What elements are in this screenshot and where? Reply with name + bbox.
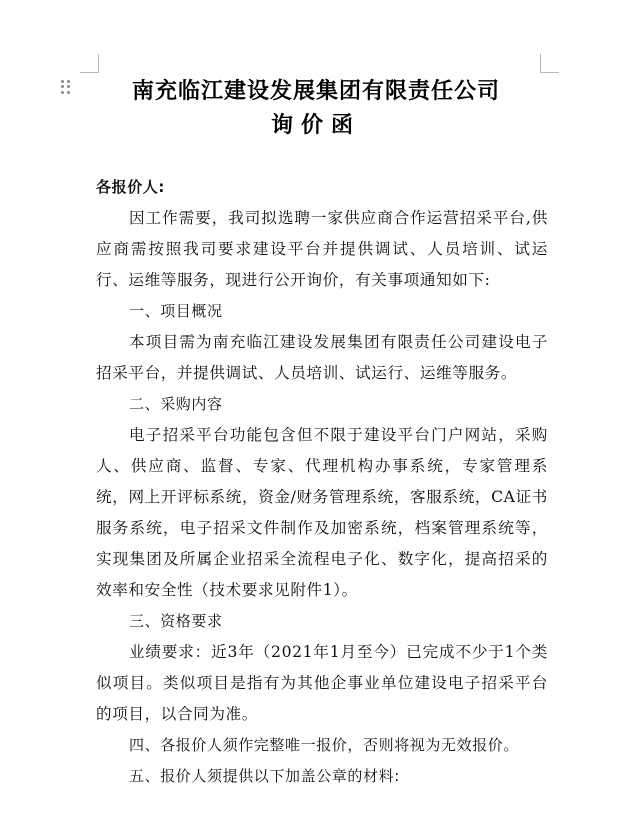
salutation: 各报价人: [96, 178, 165, 196]
section-heading-procurement: 二、采购内容 [129, 395, 223, 413]
document-body [96, 172, 548, 792]
overview-paragraph: 本项目需为南充临江建设发展集团有限责任公司建设电子招采平台，并提供调试、人员培训、试运行、运维等服务。 [96, 333, 548, 382]
section-heading-qualification: 三、资格要求 [129, 612, 223, 630]
intro-paragraph: 因工作需要，我司拟选聘一家供应商合作运营招采平台,供应商需按照我司要求建设平台并提供调试、人员培训、试运行、运维等服务，现进行公开询价，有关事项通知如下: [96, 209, 548, 289]
crop-mark-top-right [540, 54, 559, 73]
procurement-paragraph: 电子招采平台功能包含但不限于建设平台门户网站，采购人、供应商、监督、专家、代理机构办事系统，专家管理系统，网上开评标系统，资金/财务管理系统，客服系统，CA证书服务系统，电子招采文件制作及加密系统，档案管理系统等，实现集团及所属企业招采全流程电子化、数字化，提高招采的效率和安全性（技术要求见附件1）。 [96, 426, 548, 599]
qualification-paragraph: 业绩要求：近3年（2021年1月至今）已完成不少于1个类似项目。类似项目是指有为其他企事业单位建设电子招采平台的项目，以合同为准。 [96, 643, 548, 723]
section-heading-overview: 一、项目概况 [129, 302, 223, 320]
crop-mark-top-left [80, 54, 99, 73]
section-item-four: 四、各报价人须作完整唯一报价，否则将视为无效报价。 [129, 736, 520, 754]
section-item-five: 五、报价人须提供以下加盖公章的材料: [129, 767, 400, 785]
document-subtitle: 询价函 [270, 113, 361, 138]
document-title: 南充临江建设发展集团有限责任公司 [131, 79, 500, 104]
